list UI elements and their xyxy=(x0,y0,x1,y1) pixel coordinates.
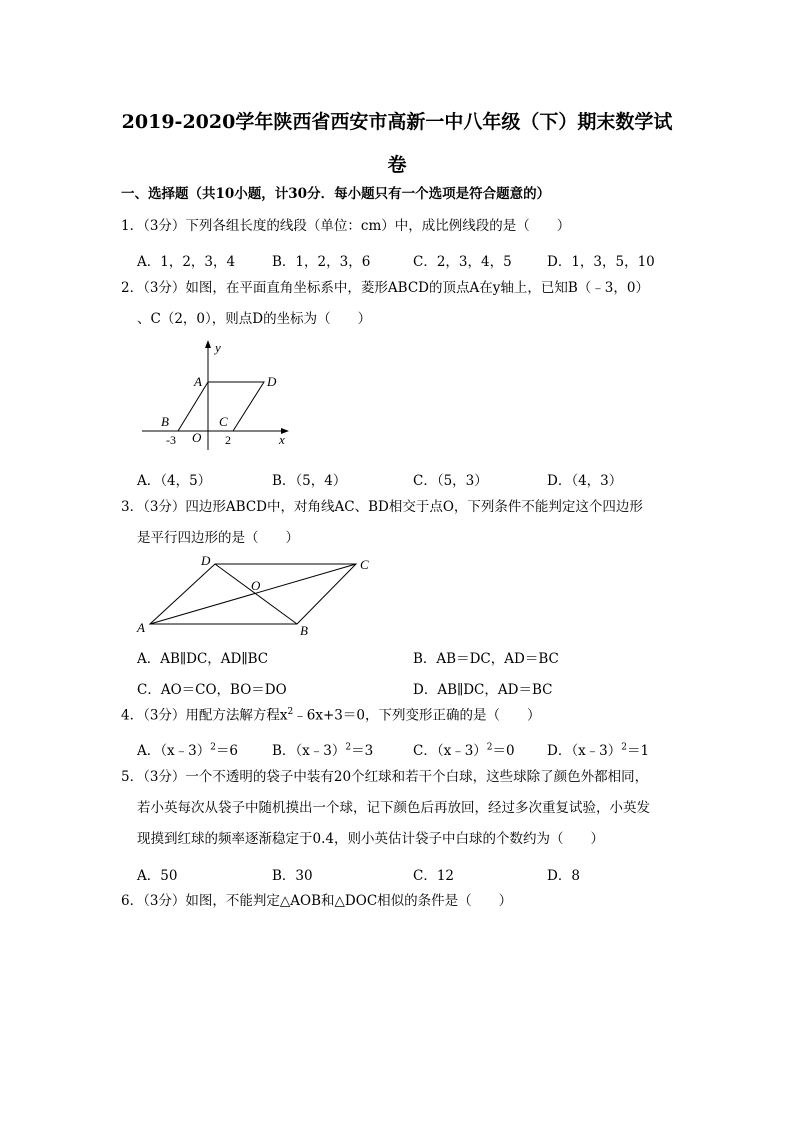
q4-option-b-rhs: ＝3 xyxy=(351,743,374,759)
page-title-line2: 卷 xyxy=(387,154,407,176)
q3-fig-label-c: C xyxy=(360,557,369,572)
q5-option-d: D．8 xyxy=(547,868,580,884)
q2-fig-label-y: y xyxy=(215,340,221,355)
q3-fig-label-o: O xyxy=(251,578,261,593)
q4-option-a-rhs: ＝6 xyxy=(215,743,239,759)
q3-quadrilateral-figure xyxy=(134,552,374,640)
q4-stem-exponent: 2 xyxy=(287,707,294,717)
q6-stem: 6．（3分）如图，不能判定△AOB和△DOC相似的条件是（ ） xyxy=(121,893,513,909)
q3-stem-line1: 3．（3分）四边形ABCD中，对角线AC、BD相交于点O，下列条件不能判定这个四边形 xyxy=(121,499,643,515)
q3-option-b: B．AB＝DC，AD＝BC xyxy=(413,651,559,667)
q3-option-c: C．AO＝CO，BO＝DO xyxy=(137,682,287,698)
q2-option-b: B．（5，4） xyxy=(272,473,347,489)
q4-option-d xyxy=(547,739,649,759)
q2-fig-label-neg3: -3 xyxy=(166,433,176,447)
q2-stem-line1: 2．（3分）如图，在平面直角坐标系中，菱形ABCD的顶点A在y轴上，已知B（﹣3，0） xyxy=(121,280,649,296)
q4-stem-part2: ﹣6x+3＝0，下列变形正确的是（ ） xyxy=(293,707,541,724)
q2-fig-label-d: D xyxy=(267,374,277,389)
q3-fig-label-a: A xyxy=(137,620,145,635)
q3-option-d: D．AB∥DC，AD＝BC xyxy=(413,682,553,698)
q4-option-c-base: C．（x﹣3） xyxy=(413,743,487,759)
q4-option-d-base: D．（x﹣3） xyxy=(547,743,622,759)
q5-stem-line3: 现摸到红球的频率逐渐稳定于0.4，则小英估计袋子中白球的个数约为（ ） xyxy=(137,831,604,847)
q3-fig-label-b: B xyxy=(300,623,308,638)
section-heading: 一、选择题（共10小题，计30分．每小题只有一个选项是符合题意的） xyxy=(121,186,551,202)
q2-fig-label-b: B xyxy=(161,414,169,429)
q2-option-d: D．（4，3） xyxy=(547,473,623,489)
q5-option-a: A．50 xyxy=(137,868,178,884)
q4-option-a xyxy=(137,739,238,759)
q4-option-c xyxy=(413,739,515,759)
q4-stem-part1: 4．（3分）用配方法解方程x xyxy=(121,707,288,724)
q5-option-c: C．12 xyxy=(413,868,455,884)
q4-option-b xyxy=(272,739,373,759)
q4-option-d-rhs: ＝1 xyxy=(627,743,650,759)
q5-stem-line2: 若小英每次从袋子中随机摸出一个球，记下颜色后再放回，经过多次重复试验，小英发 xyxy=(137,800,650,816)
q2-fig-label-x: x xyxy=(279,432,285,447)
q5-option-b: B．30 xyxy=(272,868,313,884)
q2-fig-label-a: A xyxy=(194,374,202,389)
q4-option-b-base: B．（x﹣3） xyxy=(272,743,346,759)
q2-fig-label-2: 2 xyxy=(225,433,231,447)
q5-stem-line1: 5．（3分）一个不透明的袋子中装有20个红球和若干个白球，这些球除了颜色外都相同， xyxy=(121,769,649,785)
q4-option-c-rhs: ＝0 xyxy=(492,743,515,759)
q2-stem-line2: 、C（2，0），则点D的坐标为（ ） xyxy=(137,311,372,327)
q2-option-a: A．（4，5） xyxy=(137,473,212,489)
q2-coordinate-figure xyxy=(136,336,296,454)
q1-option-a: A．1，2，3，4 xyxy=(137,254,236,270)
q4-option-d-exponent: 2 xyxy=(621,742,628,753)
q4-option-b-exponent: 2 xyxy=(345,742,352,753)
q4-stem xyxy=(121,708,540,723)
q2-fig-label-c: C xyxy=(219,414,228,429)
q2-fig-label-o: O xyxy=(192,430,202,445)
q4-option-a-exponent: 2 xyxy=(210,742,216,753)
q1-option-d: D．1，3，5，10 xyxy=(547,254,655,270)
q2-option-c: C．（5，3） xyxy=(413,473,488,489)
q3-option-a: A．AB∥DC，AD∥BC xyxy=(137,651,269,667)
q4-option-c-exponent: 2 xyxy=(486,742,493,753)
page-title-line1: 2019-2020学年陕西省西安市高新一中八年级（下）期末数学试 xyxy=(121,111,673,133)
q4-option-a-base: A．（x﹣3） xyxy=(137,743,211,759)
q3-fig-label-d: D xyxy=(201,553,211,568)
q3-stem-line2: 是平行四边形的是（ ） xyxy=(137,530,299,546)
q1-stem: 1．（3分）下列各组长度的线段（单位：cm）中，成比例线段的是（ ） xyxy=(121,218,571,234)
q1-option-c: C．2，3，4，5 xyxy=(413,254,512,270)
q1-option-b: B．1，2，3，6 xyxy=(272,254,371,270)
